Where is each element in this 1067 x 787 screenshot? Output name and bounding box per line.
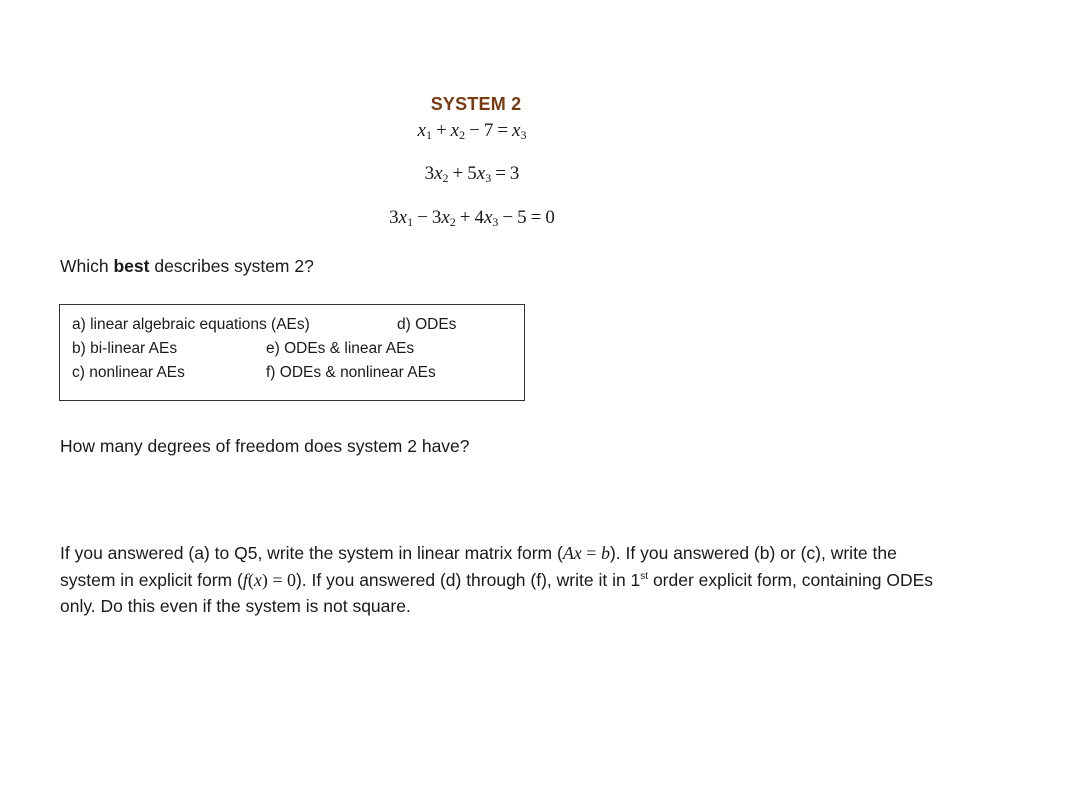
math-matrix-form: Ax = b	[562, 543, 610, 563]
instructions-paragraph: If you answered (a) to Q5, write the system in linear matrix form (Ax = b). If you answered (b) or (c), write the system in explicit form (f(x) = 0). If you answered (d) through (f), write it in 1st order explicit form, containing ODEs only. Do this even if the system is not square.	[60, 543, 934, 616]
option-d: d) ODEs	[397, 316, 457, 333]
option-b: b) bi-linear AEs	[72, 340, 178, 357]
system-title: SYSTEM 2	[430, 94, 522, 114]
option-a: a) linear algebraic equations (AEs)	[72, 316, 310, 333]
option-c: c) nonlinear AEs	[72, 364, 185, 381]
emphasis-best: best	[113, 256, 150, 276]
equation-3: $3x_1 - 3x_2 + 4x_3 - 5 = 0$	[389, 207, 555, 229]
option-f: f) ODEs & nonlinear AEs	[266, 364, 436, 381]
question-best-describes: Which best describes system 2?	[60, 256, 314, 276]
options-box	[59, 304, 525, 401]
math-explicit-form: f(x) = 0	[242, 569, 296, 590]
equation-2: $3x_2 + 5x_3 = 3$	[424, 163, 520, 185]
question-degrees-of-freedom: How many degrees of freedom does system 2 have?	[60, 436, 470, 456]
option-e: e) ODEs & linear AEs	[266, 340, 415, 357]
equation-1: $x_1 + x_2 - 7 = x_3$	[417, 120, 527, 142]
ordinal-superscript: st	[640, 570, 649, 582]
